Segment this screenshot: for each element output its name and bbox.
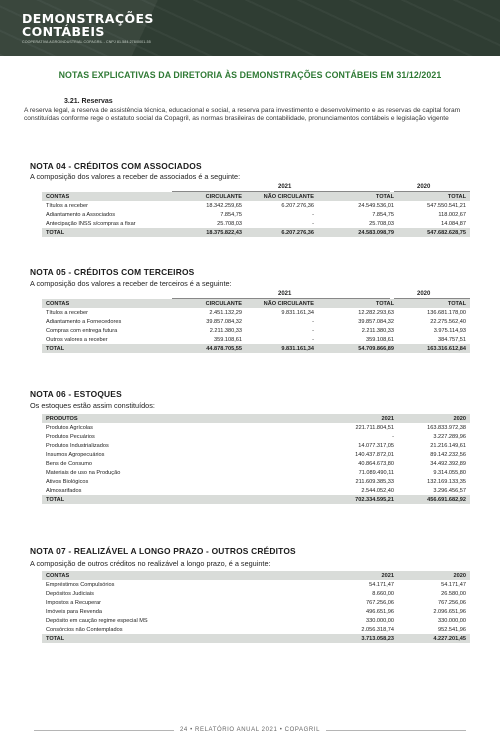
- row-value: 767.256,06: [438, 599, 466, 606]
- row-value: 22.275.562,40: [430, 318, 466, 325]
- note05-title: NOTA 05 - CRÉDITOS COM TERCEIROS: [30, 267, 195, 277]
- row-value: 767.256,06: [366, 599, 394, 606]
- note04-title: NOTA 04 - CRÉDITOS COM ASSOCIADOS: [30, 161, 202, 171]
- row-value: 2.211.380,33: [361, 327, 394, 334]
- row-value: 44.878.705,55: [206, 345, 242, 352]
- row-label: Outros valores a receber: [46, 336, 108, 343]
- header-subtitle: COOPERATIVA AGROINDUSTRIAL COPAGRIL - CNPJ 81.584.278/0001-55: [22, 40, 151, 44]
- row-value: 40.864.673,80: [358, 460, 394, 467]
- row-value: 330.000,00: [366, 617, 394, 624]
- row-label: TOTAL: [46, 229, 65, 236]
- table-row: [42, 201, 470, 210]
- row-label: Compras com entrega futura: [46, 327, 118, 334]
- row-label: TOTAL: [46, 496, 65, 503]
- note07-intro: A composição de outros créditos no realizável a longo prazo, é a seguinte:: [30, 559, 271, 568]
- note05-intro: A composição dos valores a receber de terceiros é a seguinte:: [30, 279, 232, 288]
- row-value: 25.708,03: [369, 220, 394, 227]
- row-label: Almoxarifados: [46, 487, 82, 494]
- row-value: 9.831.161,34: [281, 345, 314, 352]
- row-value: 18.375.822,43: [206, 229, 242, 236]
- row-value: 496.651,96: [366, 608, 394, 615]
- table-row: [42, 598, 470, 607]
- table-row: [42, 616, 470, 625]
- row-value: 211.609.385,33: [355, 478, 394, 485]
- row-value: -: [312, 211, 314, 218]
- year-2021-label: 2021: [278, 291, 292, 297]
- row-value: 6.207.276,36: [281, 229, 314, 236]
- table-row: [42, 317, 470, 326]
- table-header-row: [42, 192, 470, 201]
- note07-table: [42, 571, 470, 643]
- row-value: 221.711.804,51: [355, 424, 394, 431]
- note06-intro: Os estoques estão assim constituídos:: [30, 401, 155, 410]
- row-value: 132.169.133,35: [427, 478, 466, 485]
- year-2021-label: 2021: [278, 184, 292, 190]
- row-value: 2.096.651,96: [433, 608, 466, 615]
- row-value: 9.314.055,80: [433, 469, 466, 476]
- row-value: 2021: [381, 572, 394, 579]
- year-2021-rule: [172, 191, 390, 192]
- table-row: [42, 477, 470, 486]
- table-row: [42, 219, 470, 228]
- table-row: [42, 441, 470, 450]
- row-value: 54.709.866,89: [358, 345, 394, 352]
- row-label: Antecipação INSS s/compras a fixar: [46, 220, 136, 227]
- year-header-row: [42, 183, 470, 192]
- year-2021-rule: [172, 298, 390, 299]
- row-label: Depósito em caução regime especial MS: [46, 617, 148, 624]
- main-title: NOTAS EXPLICATIVAS DA DIRETORIA ÀS DEMONSTRAÇÕES CONTÁBEIS EM 31/12/2021: [58, 70, 442, 80]
- row-label: Produtos Agrícolas: [46, 424, 93, 431]
- row-label: Materiais de uso na Produção: [46, 469, 121, 476]
- table-total-row: [42, 634, 470, 643]
- row-value: 136.681.178,00: [427, 309, 466, 316]
- row-value: 118.002,67: [438, 211, 466, 218]
- row-value: 7.854,75: [220, 211, 242, 218]
- table-total-row: [42, 344, 470, 353]
- footer-text: 24 • RELATÓRIO ANUAL 2021 • COPAGRIL: [179, 727, 321, 733]
- row-value: 330.000,00: [438, 617, 466, 624]
- page-header: [0, 0, 500, 56]
- reservas-heading: 3.21. Reservas: [64, 98, 113, 105]
- row-value: 25.708,03: [217, 220, 242, 227]
- row-value: 6.207.276,36: [281, 202, 314, 209]
- row-value: -: [392, 433, 394, 440]
- row-label: Imóveis para Revenda: [46, 608, 102, 615]
- row-label: Impostos a Recuperar: [46, 599, 102, 606]
- year-2020-label: 2020: [417, 291, 431, 297]
- row-value: 384.757,51: [438, 336, 466, 343]
- table-row: [42, 607, 470, 616]
- header-title-line1: DEMONSTRAÇÕES: [22, 11, 154, 26]
- row-label: Empréstimos Compulsórios: [46, 581, 115, 588]
- row-label: Consórcios não Contemplados: [46, 626, 123, 633]
- table-row: [42, 210, 470, 219]
- row-value: 54.171,47: [369, 581, 394, 588]
- row-value: -: [312, 220, 314, 227]
- row-value: 2.056.318,74: [361, 626, 394, 633]
- row-value: 39.857.084,32: [358, 318, 394, 325]
- row-value: 952.541,96: [438, 626, 466, 633]
- row-value: 2.211.380,33: [209, 327, 242, 334]
- row-value: 39.857.084,32: [206, 318, 242, 325]
- row-value: CIRCULANTE: [205, 193, 242, 200]
- row-value: 34.492.392,89: [430, 460, 466, 467]
- row-label: PRODUTOS: [46, 415, 78, 422]
- row-value: 18.342.259,65: [206, 202, 242, 209]
- row-value: 89.142.232,56: [430, 451, 466, 458]
- row-value: NÃO CIRCULANTE: [263, 300, 314, 307]
- row-label: Insumos Agropecuários: [46, 451, 105, 458]
- table-row: [42, 459, 470, 468]
- row-value: 71.089.490,11: [358, 469, 394, 476]
- row-value: 547.550.541,21: [427, 202, 466, 209]
- row-value: CIRCULANTE: [205, 300, 242, 307]
- note05-table: [42, 290, 470, 353]
- table-header-row: [42, 414, 470, 423]
- row-value: 54.171,47: [441, 581, 466, 588]
- row-label: Depósitos Judiciais: [46, 590, 94, 597]
- note04-intro: A composição dos valores a receber de associados é a seguinte:: [30, 172, 241, 181]
- note07-title: NOTA 07 - REALIZÁVEL A LONGO PRAZO - OUTROS CRÉDITOS: [30, 546, 296, 556]
- row-value: TOTAL: [375, 300, 394, 307]
- year-2020-label: 2020: [417, 184, 431, 190]
- table-row: [42, 432, 470, 441]
- row-label: TOTAL: [46, 635, 65, 642]
- table-row: [42, 580, 470, 589]
- row-value: 14.077.317,05: [358, 442, 394, 449]
- row-label: Títulos a receber: [46, 309, 88, 316]
- row-value: 21.216.149,61: [430, 442, 466, 449]
- table-header-row: [42, 299, 470, 308]
- row-label: CONTAS: [46, 193, 70, 200]
- row-value: -: [312, 327, 314, 334]
- row-value: 8.660,00: [372, 590, 394, 597]
- table-row: [42, 468, 470, 477]
- row-label: Adiantamento a Associados: [46, 211, 116, 218]
- note06-table: [42, 414, 470, 504]
- row-value: -: [312, 336, 314, 343]
- row-label: Bens de Consumo: [46, 460, 93, 467]
- row-label: CONTAS: [46, 300, 70, 307]
- reservas-text: A reserva legal, a reserva de assistência técnica, educacional e social, a reserva para investimento e desenvolvimento e as reservas de capital foram constituídas conforme rege o estatuto social da Copagril, as normas brasileiras de contabilidade, pronunciamentos contábeis e legislação vigente: [24, 107, 461, 123]
- row-value: 359.108,61: [214, 336, 242, 343]
- row-value: 4.227.201,45: [433, 635, 466, 642]
- footer-rule-left: [34, 730, 174, 731]
- row-value: -: [312, 318, 314, 325]
- row-value: 2.544.052,40: [361, 487, 394, 494]
- row-label: Títulos a receber: [46, 202, 88, 209]
- row-value: 26.580,00: [441, 590, 466, 597]
- row-value: NÃO CIRCULANTE: [263, 193, 314, 200]
- row-value: TOTAL: [447, 300, 466, 307]
- table-row: [42, 486, 470, 495]
- table-row: [42, 589, 470, 598]
- row-value: 3.227.289,96: [433, 433, 466, 440]
- row-value: 3.296.456,57: [433, 487, 466, 494]
- row-label: Ativos Biológicos: [46, 478, 89, 485]
- row-value: 702.334.595,21: [355, 496, 394, 503]
- row-value: 3.713.058,23: [361, 635, 394, 642]
- header-title: [22, 13, 154, 38]
- row-label: Adiantamento a Fornecedores: [46, 318, 122, 325]
- row-value: 547.682.628,75: [427, 229, 466, 236]
- row-value: 359.108,61: [366, 336, 394, 343]
- header-title-line2: CONTÁBEIS: [22, 23, 105, 39]
- row-value: 7.854,75: [372, 211, 394, 218]
- year-2020-rule: [394, 191, 470, 192]
- row-value: 14.084,87: [441, 220, 466, 227]
- row-value: 140.437.872,01: [355, 451, 394, 458]
- table-row: [42, 625, 470, 634]
- row-value: TOTAL: [447, 193, 466, 200]
- note06-title: NOTA 06 - ESTOQUES: [30, 389, 122, 399]
- table-header-row: [42, 571, 470, 580]
- row-value: 24.583.098,79: [358, 229, 394, 236]
- row-value: 24.549.536,01: [358, 202, 394, 209]
- table-total-row: [42, 495, 470, 504]
- row-value: 163.833.972,38: [427, 424, 466, 431]
- row-label: CONTAS: [46, 572, 70, 579]
- table-row: [42, 335, 470, 344]
- row-value: 12.282.293,63: [358, 309, 394, 316]
- note04-table: [42, 183, 470, 237]
- row-label: Produtos Industrializados: [46, 442, 109, 449]
- year-header-row: [42, 290, 470, 299]
- table-total-row: [42, 228, 470, 237]
- row-value: 3.975.114,93: [433, 327, 466, 334]
- table-row: [42, 423, 470, 432]
- row-value: 2020: [453, 415, 466, 422]
- row-value: 163.316.612,84: [427, 345, 466, 352]
- row-value: 2.451.132,29: [209, 309, 242, 316]
- table-row: [42, 326, 470, 335]
- footer-rule-right: [326, 730, 466, 731]
- row-value: 2020: [453, 572, 466, 579]
- table-row: [42, 308, 470, 317]
- row-label: TOTAL: [46, 345, 65, 352]
- row-value: 9.831.161,34: [281, 309, 314, 316]
- table-row: [42, 450, 470, 459]
- row-label: Produtos Pecuários: [46, 433, 95, 440]
- row-value: 456.691.682,92: [427, 496, 466, 503]
- row-value: TOTAL: [375, 193, 394, 200]
- page-footer: [0, 724, 500, 736]
- row-value: 2021: [381, 415, 394, 422]
- year-2020-rule: [394, 298, 470, 299]
